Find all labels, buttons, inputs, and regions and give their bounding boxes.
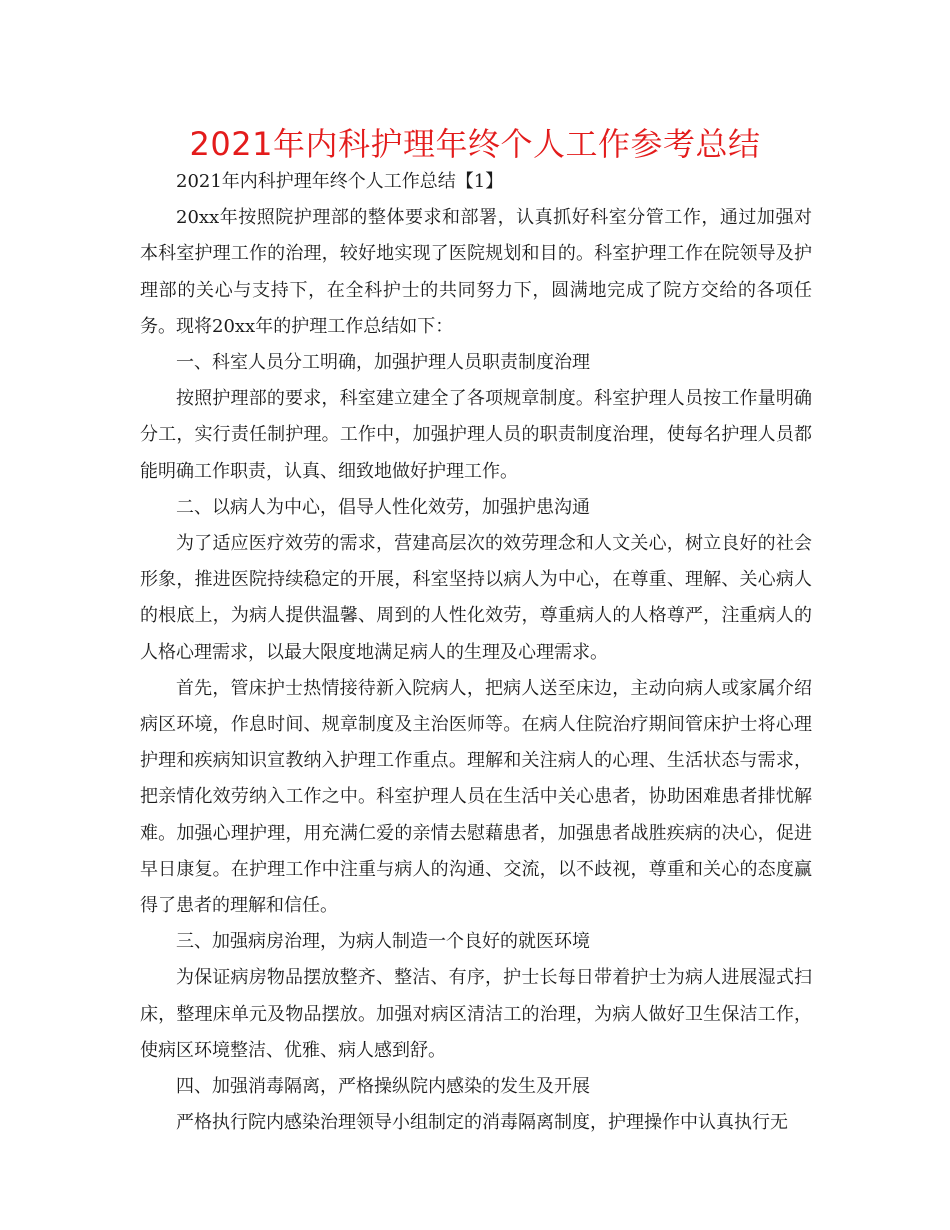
paragraph: 20xx年按照院护理部的整体要求和部署，认真抓好科室分管工作，通过加强对本科室护理工作的治理，较好地实现了医院规划和目的。科室护理工作在院领导及护理部的关心与支持下，在全科护士的共同努力下，圆满地完成了院方交给的各项任务。现将20xx年的护理工作总结如下： <box>140 207 812 337</box>
section-heading: 四、加强消毒隔离，严格操纵院内感染的发生及开展 <box>176 1076 590 1098</box>
paragraph: 首先，管床护士热情接待新入院病人，把病人送至床边，主动向病人或家属介绍病区环境，作息时间、规章制度及主治医师等。在病人住院治疗期间管床护士将心理护理和疾病知识宣教纳入护理工作重点。理解和关注病人的心理、生活状态与需求，把亲情化效劳纳入工作之中。科室护理人员在生活中关心患者，协助困难患者排忧解难。加强心理护理，用充满仁爱的亲情去慰藉患者，加强患者战胜疾病的决心，促进早日康复。在护理工作中注重与病人的沟通、交流，以不歧视，尊重和关心的态度赢得了患者的理解和信任。 <box>140 677 812 917</box>
paragraph: 为保证病房物品摆放整齐、整洁、有序，护士长每日带着护士为病人进展湿式扫床，整理床单元及物品摆放。加强对病区清洁工的治理，为病人做好卫生保洁工作，使病区环境整洁、优雅、病人感到舒。 <box>140 967 812 1061</box>
document-title: 2021年内科护理年终个人工作参考总结 <box>189 125 761 163</box>
document-body <box>140 164 812 1141</box>
paragraph: 按照护理部的要求，科室建立建全了各项规章制度。科室护理人员按工作量明确分工，实行责任制护理。工作中，加强护理人员的职责制度治理，使每名护理人员都能明确工作职责，认真、细致地做好护理工作。 <box>140 388 812 482</box>
paragraph: 为了适应医疗效劳的需求，营建高层次的效劳理念和人文关心，树立良好的社会形象，推进医院持续稳定的开展，科室坚持以病人为中心，在尊重、理解、关心病人的根底上，为病人提供温馨、周到的人性化效劳，尊重病人的人格尊严，注重病人的人格心理需求，以最大限度地满足病人的生理及心理需求。 <box>140 533 812 663</box>
section-heading: 二、以病人为中心，倡导人性化效劳，加强护患沟通 <box>176 496 590 518</box>
section-subtitle: 2021年内科护理年终个人工作总结【1】 <box>176 171 504 192</box>
section-heading: 一、科室人员分工明确，加强护理人员职责制度治理 <box>176 352 590 374</box>
paragraph: 严格执行院内感染治理领导小组制定的消毒隔离制度，护理操作中认真执行无 <box>176 1112 788 1134</box>
section-heading: 三、加强病房治理，为病人制造一个良好的就医环境 <box>176 931 590 953</box>
